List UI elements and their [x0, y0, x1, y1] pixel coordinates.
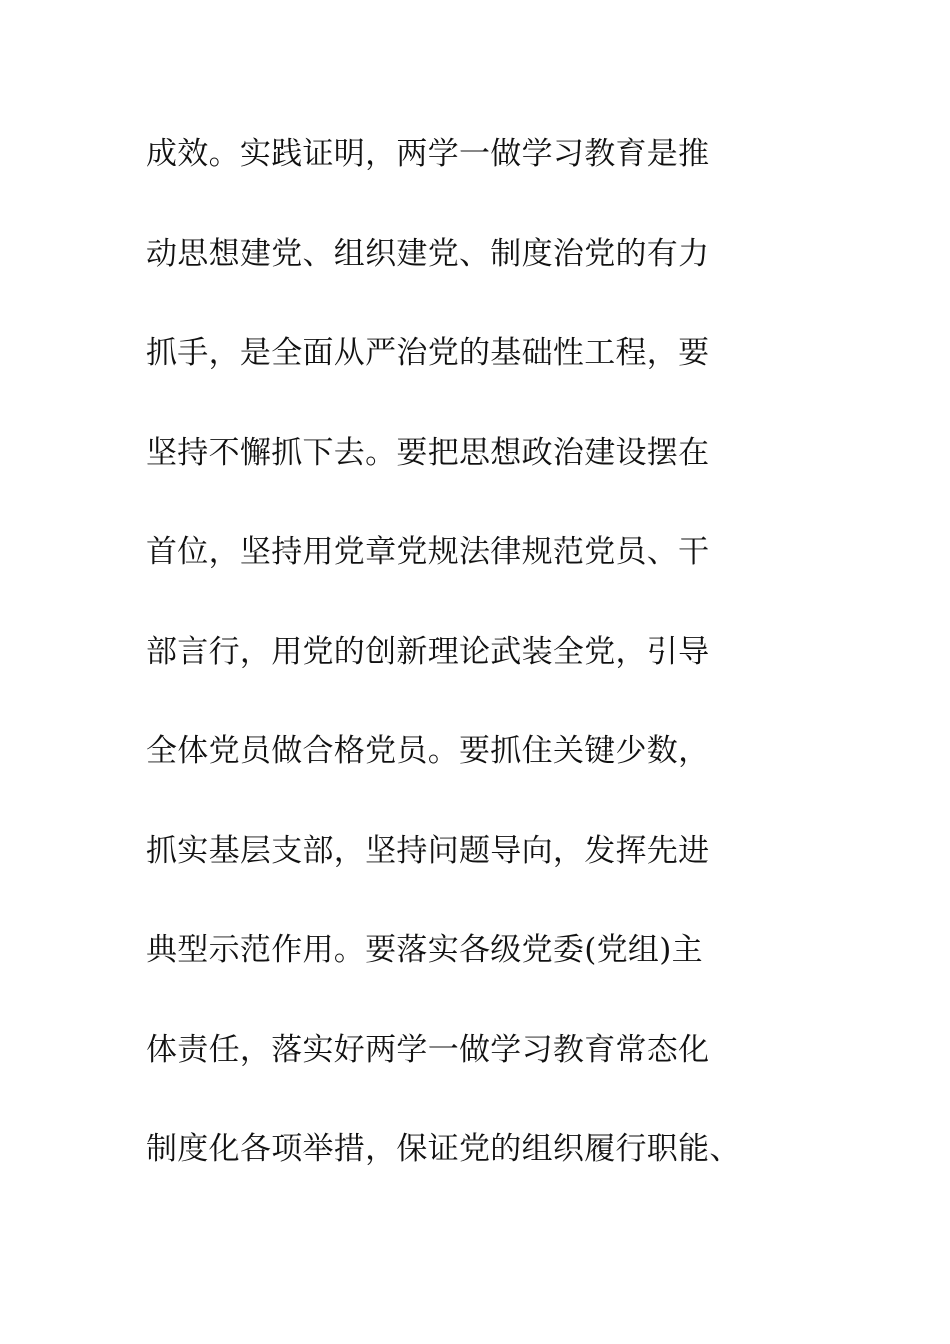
text-line-7: 全体党员做合格党员。要抓住关键少数， — [146, 733, 710, 769]
text-line-2: 动思想建党、组织建党、制度治党的有力 — [146, 235, 710, 272]
body-paragraph — [146, 126, 846, 1221]
text-line-4: 坚持不懈抓下去。要把思想政治建设摆在 — [146, 434, 710, 471]
text-line-6: 部言行，用党的创新理论武装全党，引导 — [146, 633, 710, 670]
text-line-10: 体责任，落实好两学一做学习教育常态化 — [146, 1031, 710, 1068]
text-line-1: 成效。实践证明，两学一做学习教育是推 — [146, 136, 710, 172]
text-line-5: 首位，坚持用党章党规法律规范党员、干 — [146, 534, 710, 570]
text-line-3: 抓手，是全面从严治党的基础性工程，要 — [146, 335, 710, 371]
text-line-11: 制度化各项举措，保证党的组织履行职能、 — [146, 1131, 741, 1167]
text-line-9: 典型示范作用。要落实各级党委(党组)主 — [146, 932, 703, 968]
text-line-8: 抓实基层支部，坚持问题导向，发挥先进 — [146, 832, 710, 869]
